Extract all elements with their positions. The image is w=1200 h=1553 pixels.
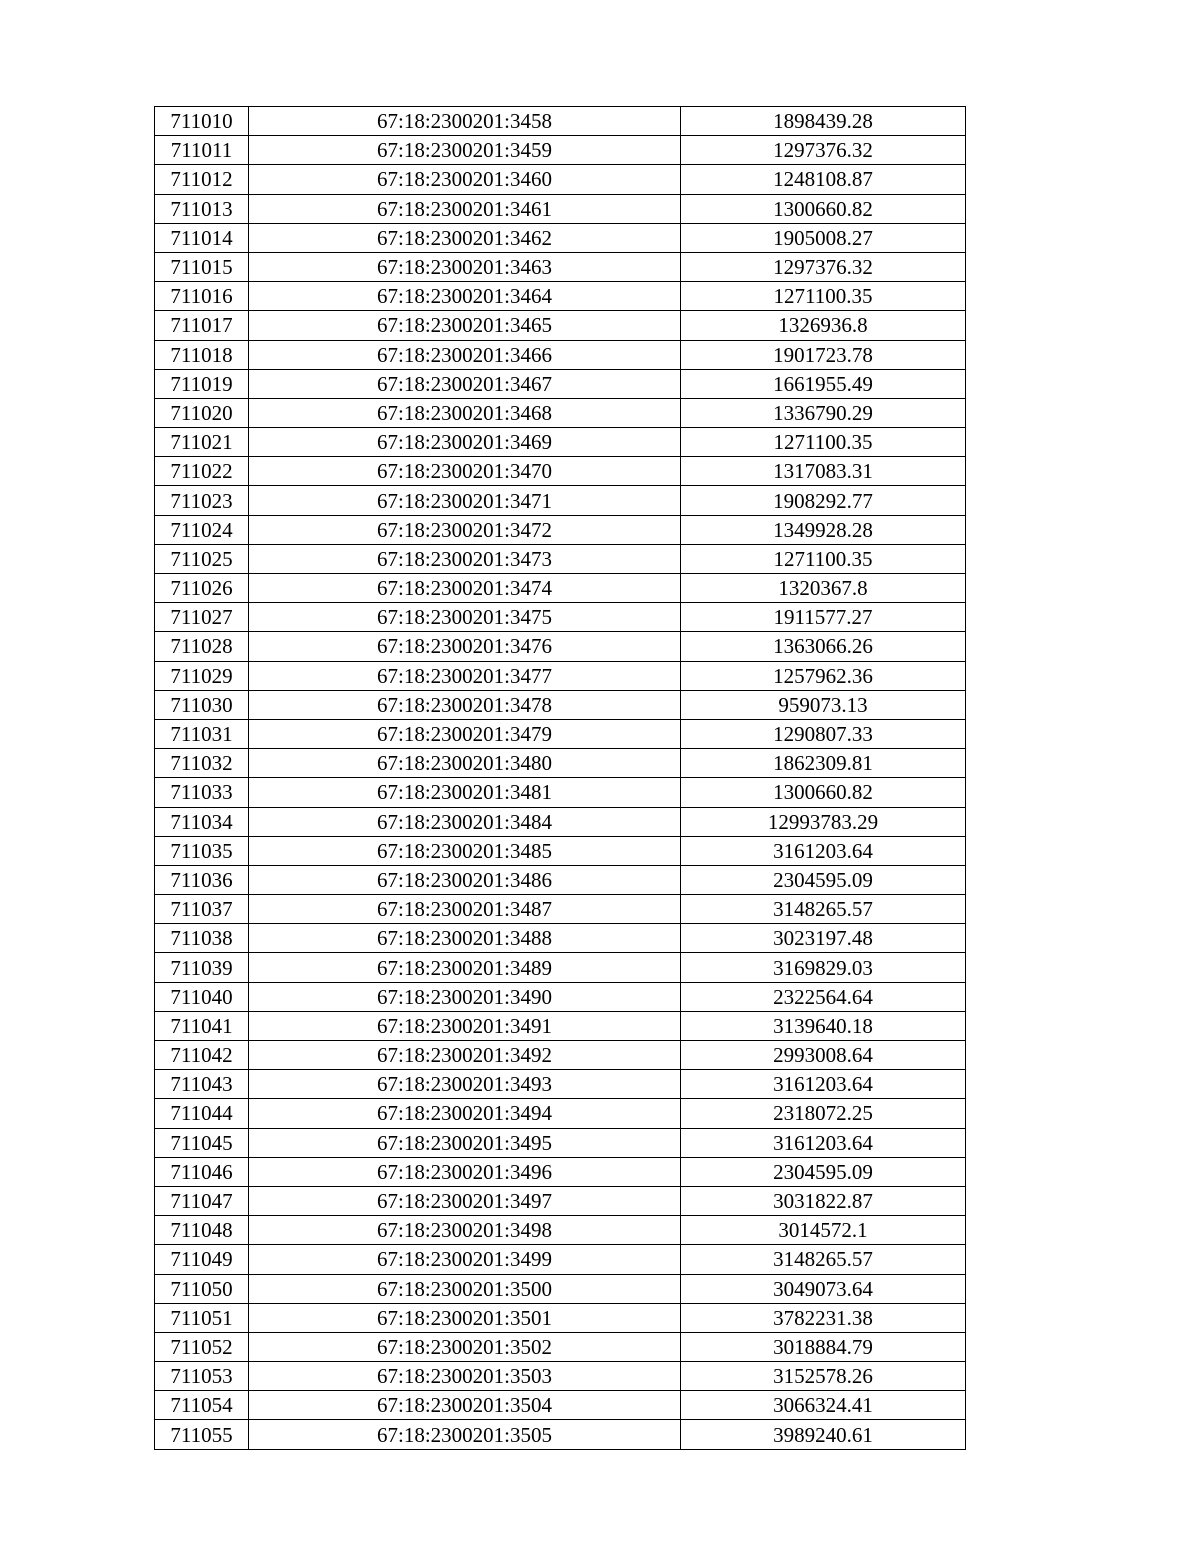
cadastral-number-cell: 67:18:2300201:3492: [249, 1041, 681, 1070]
cadastral-value-cell: 12993783.29: [681, 807, 966, 836]
cadastral-value-cell: 1661955.49: [681, 369, 966, 398]
table-row: [155, 486, 966, 515]
table-row: [155, 749, 966, 778]
cadastral-value-cell: 3014572.1: [681, 1216, 966, 1245]
cadastral-number-cell: 67:18:2300201:3500: [249, 1274, 681, 1303]
cadastral-number-cell: 67:18:2300201:3462: [249, 223, 681, 252]
cadastral-value-cell: 1349928.28: [681, 515, 966, 544]
cadastral-number-cell: 67:18:2300201:3472: [249, 515, 681, 544]
row-number-cell: 711026: [155, 574, 249, 603]
cadastral-value-cell: 2304595.09: [681, 865, 966, 894]
table-row: [155, 1332, 966, 1361]
row-number-cell: 711030: [155, 690, 249, 719]
cadastral-number-cell: 67:18:2300201:3494: [249, 1099, 681, 1128]
cadastral-number-cell: 67:18:2300201:3486: [249, 865, 681, 894]
row-number-cell: 711047: [155, 1186, 249, 1215]
table-row: [155, 107, 966, 136]
row-number-cell: 711042: [155, 1041, 249, 1070]
cadastral-value-cell: 1905008.27: [681, 223, 966, 252]
cadastral-value-cell: 2318072.25: [681, 1099, 966, 1128]
table-row: [155, 515, 966, 544]
row-number-cell: 711015: [155, 252, 249, 281]
cadastral-number-cell: 67:18:2300201:3484: [249, 807, 681, 836]
table-row: [155, 865, 966, 894]
cadastral-value-cell: 1911577.27: [681, 603, 966, 632]
cadastral-value-cell: 3989240.61: [681, 1420, 966, 1449]
row-number-cell: 711043: [155, 1070, 249, 1099]
cadastral-value-cell: 3148265.57: [681, 895, 966, 924]
cadastral-value-cell: 1297376.32: [681, 252, 966, 281]
cadastral-value-cell: 959073.13: [681, 690, 966, 719]
cadastral-value-cell: 1290807.33: [681, 719, 966, 748]
row-number-cell: 711029: [155, 661, 249, 690]
row-number-cell: 711016: [155, 282, 249, 311]
table-row: [155, 1157, 966, 1186]
table-row: [155, 428, 966, 457]
cadastral-value-cell: 1901723.78: [681, 340, 966, 369]
cadastral-number-cell: 67:18:2300201:3464: [249, 282, 681, 311]
row-number-cell: 711040: [155, 982, 249, 1011]
cadastral-number-cell: 67:18:2300201:3501: [249, 1303, 681, 1332]
table-row: [155, 457, 966, 486]
cadastral-value-cell: 1862309.81: [681, 749, 966, 778]
row-number-cell: 711048: [155, 1216, 249, 1245]
cadastral-value-cell: 3031822.87: [681, 1186, 966, 1215]
row-number-cell: 711017: [155, 311, 249, 340]
row-number-cell: 711014: [155, 223, 249, 252]
cadastral-value-cell: 1300660.82: [681, 194, 966, 223]
table-row: [155, 807, 966, 836]
table-row: [155, 194, 966, 223]
cadastral-number-cell: 67:18:2300201:3493: [249, 1070, 681, 1099]
row-number-cell: 711022: [155, 457, 249, 486]
table-row: [155, 1099, 966, 1128]
table-row: [155, 544, 966, 573]
table-row: [155, 398, 966, 427]
cadastral-value-cell: 1271100.35: [681, 428, 966, 457]
row-number-cell: 711033: [155, 778, 249, 807]
row-number-cell: 711034: [155, 807, 249, 836]
cadastral-value-table: [154, 106, 966, 1450]
cadastral-number-cell: 67:18:2300201:3467: [249, 369, 681, 398]
table-row: [155, 836, 966, 865]
cadastral-number-cell: 67:18:2300201:3471: [249, 486, 681, 515]
table-row: [155, 1274, 966, 1303]
cadastral-number-cell: 67:18:2300201:3481: [249, 778, 681, 807]
cadastral-value-cell: 1898439.28: [681, 107, 966, 136]
cadastral-number-cell: 67:18:2300201:3504: [249, 1391, 681, 1420]
table-row: [155, 661, 966, 690]
cadastral-number-cell: 67:18:2300201:3470: [249, 457, 681, 486]
row-number-cell: 711051: [155, 1303, 249, 1332]
table-row: [155, 778, 966, 807]
cadastral-number-cell: 67:18:2300201:3488: [249, 924, 681, 953]
cadastral-number-cell: 67:18:2300201:3478: [249, 690, 681, 719]
row-number-cell: 711038: [155, 924, 249, 953]
cadastral-value-cell: 1248108.87: [681, 165, 966, 194]
cadastral-number-cell: 67:18:2300201:3499: [249, 1245, 681, 1274]
cadastral-value-cell: 3066324.41: [681, 1391, 966, 1420]
cadastral-value-cell: 1908292.77: [681, 486, 966, 515]
table-row: [155, 1420, 966, 1449]
cadastral-value-cell: 2322564.64: [681, 982, 966, 1011]
table-row: [155, 574, 966, 603]
row-number-cell: 711027: [155, 603, 249, 632]
table-row: [155, 1303, 966, 1332]
row-number-cell: 711011: [155, 136, 249, 165]
row-number-cell: 711019: [155, 369, 249, 398]
cadastral-value-cell: 1257962.36: [681, 661, 966, 690]
cadastral-number-cell: 67:18:2300201:3460: [249, 165, 681, 194]
cadastral-number-cell: 67:18:2300201:3489: [249, 953, 681, 982]
cadastral-number-cell: 67:18:2300201:3476: [249, 632, 681, 661]
cadastral-value-cell: 1363066.26: [681, 632, 966, 661]
row-number-cell: 711053: [155, 1362, 249, 1391]
cadastral-number-cell: 67:18:2300201:3468: [249, 398, 681, 427]
table-row: [155, 1128, 966, 1157]
table-row: [155, 953, 966, 982]
row-number-cell: 711020: [155, 398, 249, 427]
cadastral-value-cell: 1300660.82: [681, 778, 966, 807]
row-number-cell: 711021: [155, 428, 249, 457]
cadastral-number-cell: 67:18:2300201:3505: [249, 1420, 681, 1449]
table-row: [155, 895, 966, 924]
cadastral-value-cell: 3161203.64: [681, 1070, 966, 1099]
cadastral-number-cell: 67:18:2300201:3463: [249, 252, 681, 281]
row-number-cell: 711036: [155, 865, 249, 894]
row-number-cell: 711035: [155, 836, 249, 865]
row-number-cell: 711045: [155, 1128, 249, 1157]
table-row: [155, 136, 966, 165]
cadastral-number-cell: 67:18:2300201:3475: [249, 603, 681, 632]
table-row: [155, 1391, 966, 1420]
table-row: [155, 1362, 966, 1391]
cadastral-value-cell: 3049073.64: [681, 1274, 966, 1303]
table-row: [155, 369, 966, 398]
table-row: [155, 1070, 966, 1099]
cadastral-value-cell: 2304595.09: [681, 1157, 966, 1186]
cadastral-value-cell: 3148265.57: [681, 1245, 966, 1274]
cadastral-number-cell: 67:18:2300201:3477: [249, 661, 681, 690]
row-number-cell: 711012: [155, 165, 249, 194]
table-row: [155, 282, 966, 311]
row-number-cell: 711041: [155, 1011, 249, 1040]
cadastral-number-cell: 67:18:2300201:3485: [249, 836, 681, 865]
table-row: [155, 719, 966, 748]
cadastral-value-cell: 1271100.35: [681, 544, 966, 573]
table-row: [155, 340, 966, 369]
table-row: [155, 1186, 966, 1215]
cadastral-value-cell: 3161203.64: [681, 1128, 966, 1157]
table-row: [155, 603, 966, 632]
cadastral-value-cell: 1271100.35: [681, 282, 966, 311]
cadastral-value-cell: 1326936.8: [681, 311, 966, 340]
row-number-cell: 711052: [155, 1332, 249, 1361]
row-number-cell: 711023: [155, 486, 249, 515]
table-row: [155, 1245, 966, 1274]
row-number-cell: 711028: [155, 632, 249, 661]
cadastral-number-cell: 67:18:2300201:3496: [249, 1157, 681, 1186]
table-body: [155, 107, 966, 1450]
row-number-cell: 711018: [155, 340, 249, 369]
row-number-cell: 711010: [155, 107, 249, 136]
cadastral-number-cell: 67:18:2300201:3490: [249, 982, 681, 1011]
cadastral-number-cell: 67:18:2300201:3474: [249, 574, 681, 603]
table-row: [155, 1216, 966, 1245]
cadastral-value-cell: 1336790.29: [681, 398, 966, 427]
row-number-cell: 711039: [155, 953, 249, 982]
row-number-cell: 711049: [155, 1245, 249, 1274]
cadastral-number-cell: 67:18:2300201:3479: [249, 719, 681, 748]
cadastral-number-cell: 67:18:2300201:3491: [249, 1011, 681, 1040]
cadastral-number-cell: 67:18:2300201:3466: [249, 340, 681, 369]
table-row: [155, 982, 966, 1011]
table-row: [155, 1041, 966, 1070]
cadastral-value-cell: 3782231.38: [681, 1303, 966, 1332]
cadastral-number-cell: 67:18:2300201:3473: [249, 544, 681, 573]
cadastral-number-cell: 67:18:2300201:3461: [249, 194, 681, 223]
cadastral-number-cell: 67:18:2300201:3480: [249, 749, 681, 778]
cadastral-number-cell: 67:18:2300201:3469: [249, 428, 681, 457]
cadastral-value-cell: 3023197.48: [681, 924, 966, 953]
cadastral-number-cell: 67:18:2300201:3503: [249, 1362, 681, 1391]
row-number-cell: 711055: [155, 1420, 249, 1449]
table-row: [155, 690, 966, 719]
row-number-cell: 711031: [155, 719, 249, 748]
table-row: [155, 165, 966, 194]
cadastral-number-cell: 67:18:2300201:3498: [249, 1216, 681, 1245]
cadastral-value-cell: 1317083.31: [681, 457, 966, 486]
row-number-cell: 711044: [155, 1099, 249, 1128]
cadastral-number-cell: 67:18:2300201:3495: [249, 1128, 681, 1157]
cadastral-number-cell: 67:18:2300201:3458: [249, 107, 681, 136]
cadastral-number-cell: 67:18:2300201:3487: [249, 895, 681, 924]
cadastral-number-cell: 67:18:2300201:3502: [249, 1332, 681, 1361]
cadastral-number-cell: 67:18:2300201:3497: [249, 1186, 681, 1215]
cadastral-value-cell: 3169829.03: [681, 953, 966, 982]
cadastral-value-cell: 3018884.79: [681, 1332, 966, 1361]
cadastral-value-cell: 3161203.64: [681, 836, 966, 865]
cadastral-value-cell: 1320367.8: [681, 574, 966, 603]
row-number-cell: 711050: [155, 1274, 249, 1303]
cadastral-value-cell: 2993008.64: [681, 1041, 966, 1070]
table-row: [155, 252, 966, 281]
table-row: [155, 311, 966, 340]
table-row: [155, 632, 966, 661]
cadastral-number-cell: 67:18:2300201:3465: [249, 311, 681, 340]
row-number-cell: 711037: [155, 895, 249, 924]
row-number-cell: 711054: [155, 1391, 249, 1420]
table-row: [155, 924, 966, 953]
table-row: [155, 223, 966, 252]
row-number-cell: 711024: [155, 515, 249, 544]
row-number-cell: 711032: [155, 749, 249, 778]
cadastral-value-cell: 3139640.18: [681, 1011, 966, 1040]
row-number-cell: 711013: [155, 194, 249, 223]
row-number-cell: 711025: [155, 544, 249, 573]
cadastral-value-cell: 3152578.26: [681, 1362, 966, 1391]
cadastral-value-cell: 1297376.32: [681, 136, 966, 165]
table-row: [155, 1011, 966, 1040]
cadastral-number-cell: 67:18:2300201:3459: [249, 136, 681, 165]
row-number-cell: 711046: [155, 1157, 249, 1186]
